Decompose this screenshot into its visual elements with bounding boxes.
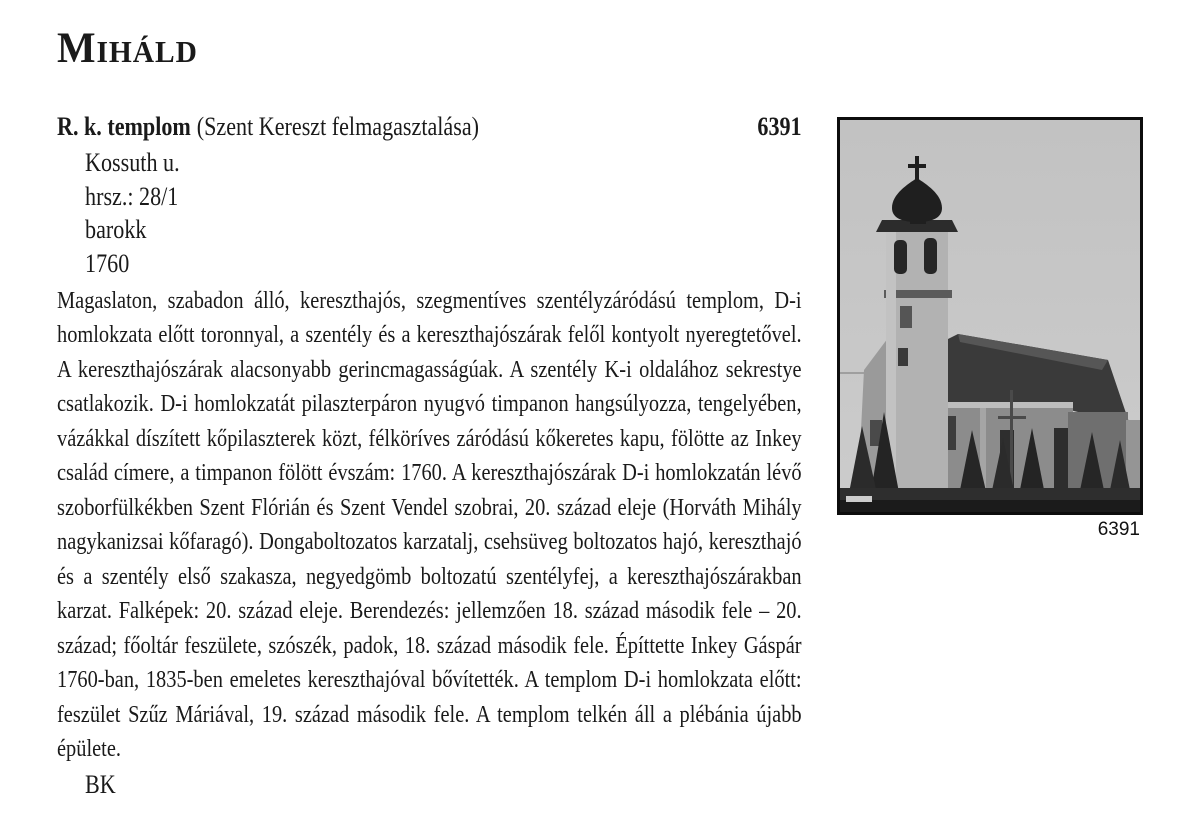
church-photo [837,117,1143,515]
title-rest: IHÁLD [96,34,198,69]
detail-street: Kossuth u. [85,148,180,177]
monument-name: R. k. templom [57,112,191,141]
entry-details [57,146,802,281]
detail-year: 1760 [85,249,130,279]
title-initial: M [57,25,97,72]
entry-header [57,110,802,144]
page-title [57,24,198,73]
detail-parcel-number: hrsz.: 28/1 [85,181,179,211]
photo-caption: 6391 [1097,519,1140,540]
author-initials: BK [85,769,116,799]
monument-dedication: (Szent Kereszt felmagasztalása) [196,112,480,141]
monument-number: 6391 [757,112,802,141]
entry-description: Magaslaton, szabadon álló, kereszthajós, szegmentíves szentélyzáródású templom, D-i homlokzata előtt toronnyal, a szentély és a kereszthajószárak felől kontyolt nyeregtetővel. A kereszthajószárak alacsonyabb gerincmagasságúak. A szentély K-i oldalához sekrestye csatlakozik. D-i homlokzatát pilaszterpáron nyugvó timpanon hangsúlyozza, tengelyében, vázákkal díszített kőpilaszterek közt, félköríves záródású kőkeretes kapu, fölötte az Inkey család címere, a timpanon fölött évszám: 1760. A kereszthajószárak D-i homlokzatán lévő szoborfülkékben Szent Flórián és Szent Vendel szobrai, 20. század eleje (Horváth Mihály nagykanizsai kőfaragó). Dongaboltozatos karzatalj, csehsüveg boltozatos hajó, kereszthajó és a szentély első szakasza, negyedgömb boltozatú szentélyfej, a kereszthajószárakban karzat. Falképek: 20. század eleje. Berendezés: jellemzően 18. század második fele – 20. század; főoltár feszülete, szószék, padok, 18. század második fele. Építtette Inkey Gáspár 1760-ban, 1835-ben emeletes kereszthajóval bővítették. A templom D-i homlokzata előtt: feszület Szűz Máriával, 19. század második fele. A templom telkén áll a plébánia újabb épülete. [57,287,802,763]
monument-entry [57,110,802,801]
detail-style: barokk [85,215,147,245]
church-photo-illustration [840,120,1140,512]
